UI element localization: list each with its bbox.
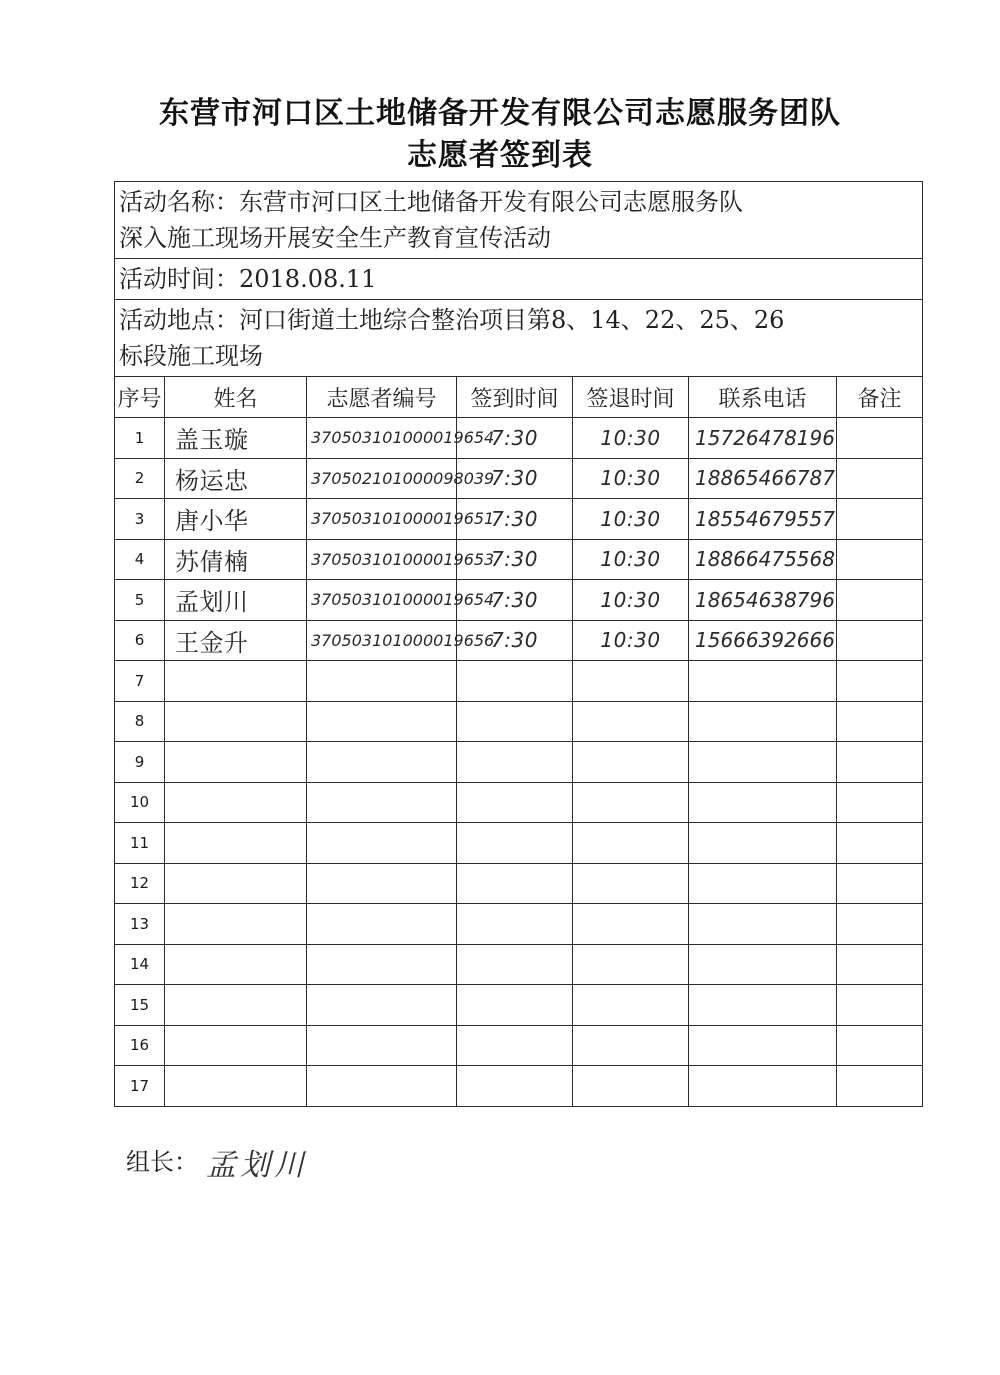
sign-in-time [457, 701, 573, 742]
row-number: 14 [115, 944, 165, 985]
sign-out-time: 10:30 [573, 418, 689, 459]
phone-number [689, 742, 837, 783]
sign-out-time: 10:30 [573, 580, 689, 621]
table-row [115, 985, 923, 1026]
note [837, 620, 923, 661]
sign-in-time [457, 742, 573, 783]
note [837, 458, 923, 499]
volunteer-id: 370503101000019656 [307, 620, 457, 661]
volunteer-id: 370502101000098039 [307, 458, 457, 499]
note [837, 661, 923, 702]
activity-time: 活动时间：2018.08.11 [115, 259, 923, 300]
table-row [115, 539, 923, 580]
volunteer-id [307, 701, 457, 742]
table-row [115, 823, 923, 864]
phone-number [689, 782, 837, 823]
table-row [115, 742, 923, 783]
header-phone: 联系电话 [689, 377, 837, 418]
note [837, 499, 923, 540]
sign-in-table [114, 181, 923, 1107]
phone-number [689, 661, 837, 702]
note [837, 418, 923, 459]
phone-number: 15666392666 [689, 620, 837, 661]
volunteer-id [307, 1066, 457, 1107]
row-number: 13 [115, 904, 165, 945]
activity-name [115, 182, 923, 259]
document-subtitle: 志愿者签到表 [407, 138, 593, 173]
volunteer-name [165, 823, 307, 864]
row-number: 6 [115, 620, 165, 661]
table-row [115, 499, 923, 540]
sign-in-time [457, 904, 573, 945]
volunteer-id: 370503101000019651 [307, 499, 457, 540]
table-row [115, 1066, 923, 1107]
header-note: 备注 [837, 377, 923, 418]
table-row [115, 904, 923, 945]
volunteer-id [307, 985, 457, 1026]
row-number: 8 [115, 701, 165, 742]
volunteer-name [165, 782, 307, 823]
sign-in-time: 7:30 [457, 539, 573, 580]
sign-out-time [573, 985, 689, 1026]
volunteer-name [165, 944, 307, 985]
volunteer-id [307, 742, 457, 783]
volunteer-name: 杨运忠 [165, 458, 307, 499]
activity-name-line1: 活动名称：东营市河口区土地储备开发有限公司志愿服务队 [119, 188, 743, 216]
phone-number: 15726478196 [689, 418, 837, 459]
sign-out-time [573, 823, 689, 864]
row-number: 15 [115, 985, 165, 1026]
volunteer-name: 苏倩楠 [165, 539, 307, 580]
note [837, 1025, 923, 1066]
table-row [115, 661, 923, 702]
sign-out-time [573, 701, 689, 742]
sign-in-time [457, 1066, 573, 1107]
volunteer-name [165, 1025, 307, 1066]
sign-in-time [457, 985, 573, 1026]
phone-number: 18554679557 [689, 499, 837, 540]
table-row [115, 418, 923, 459]
table-row [115, 782, 923, 823]
row-number: 3 [115, 499, 165, 540]
activity-name-line2: 深入施工现场开展安全生产教育宣传活动 [119, 224, 551, 252]
volunteer-name [165, 1066, 307, 1107]
phone-number [689, 944, 837, 985]
sign-in-time: 7:30 [457, 458, 573, 499]
sign-out-time [573, 782, 689, 823]
volunteer-name: 王金升 [165, 620, 307, 661]
table-row [115, 1025, 923, 1066]
activity-place-line1: 活动地点：河口街道土地综合整治项目第8、14、22、25、26 [119, 306, 785, 334]
sign-out-time [573, 1025, 689, 1066]
volunteer-name [165, 863, 307, 904]
sign-in-time: 7:30 [457, 580, 573, 621]
row-number: 9 [115, 742, 165, 783]
sign-in-time [457, 1025, 573, 1066]
leader-signature: 孟划川 [206, 1148, 308, 1183]
phone-number [689, 1066, 837, 1107]
sign-out-time [573, 1066, 689, 1107]
row-number: 17 [115, 1066, 165, 1107]
note [837, 904, 923, 945]
row-number: 12 [115, 863, 165, 904]
activity-place-line2: 标段施工现场 [119, 342, 263, 370]
row-number: 16 [115, 1025, 165, 1066]
volunteer-id: 370503101000019654 [307, 418, 457, 459]
note [837, 863, 923, 904]
row-number: 4 [115, 539, 165, 580]
sign-out-time: 10:30 [573, 539, 689, 580]
sign-out-time [573, 661, 689, 702]
volunteer-id [307, 863, 457, 904]
sign-in-time [457, 863, 573, 904]
phone-number [689, 904, 837, 945]
note [837, 701, 923, 742]
sign-out-time [573, 742, 689, 783]
phone-number: 18654638796 [689, 580, 837, 621]
sign-in-time: 7:30 [457, 499, 573, 540]
sign-in-time [457, 661, 573, 702]
volunteer-id [307, 1025, 457, 1066]
volunteer-name: 孟划川 [165, 580, 307, 621]
document-title: 东营市河口区土地储备开发有限公司志愿服务团队 [159, 96, 841, 131]
phone-number [689, 985, 837, 1026]
volunteer-id [307, 782, 457, 823]
row-number: 11 [115, 823, 165, 864]
table-row [115, 620, 923, 661]
sign-out-time [573, 863, 689, 904]
sign-out-time [573, 944, 689, 985]
note [837, 539, 923, 580]
volunteer-id [307, 661, 457, 702]
row-number: 7 [115, 661, 165, 702]
header-sign-out-time: 签退时间 [573, 377, 689, 418]
header-no: 序号 [115, 377, 165, 418]
table-row [115, 863, 923, 904]
row-number: 5 [115, 580, 165, 621]
leader-label: 组长： [126, 1148, 198, 1176]
table-row [115, 580, 923, 621]
volunteer-name [165, 742, 307, 783]
sign-out-time: 10:30 [573, 620, 689, 661]
row-number: 10 [115, 782, 165, 823]
phone-number [689, 1025, 837, 1066]
volunteer-name [165, 661, 307, 702]
note [837, 1066, 923, 1107]
volunteer-name [165, 701, 307, 742]
sign-in-time: 7:30 [457, 620, 573, 661]
volunteer-name [165, 904, 307, 945]
activity-place [115, 300, 923, 377]
header-volunteer-id: 志愿者编号 [307, 377, 457, 418]
header-sign-in-time: 签到时间 [457, 377, 573, 418]
header-name: 姓名 [165, 377, 307, 418]
row-number: 2 [115, 458, 165, 499]
phone-number [689, 863, 837, 904]
phone-number: 18865466787 [689, 458, 837, 499]
table-row [115, 944, 923, 985]
volunteer-name: 唐小华 [165, 499, 307, 540]
note [837, 782, 923, 823]
volunteer-id [307, 823, 457, 864]
table-header-row [115, 377, 923, 418]
note [837, 580, 923, 621]
volunteer-name: 盖玉璇 [165, 418, 307, 459]
sign-in-time [457, 944, 573, 985]
sign-out-time: 10:30 [573, 458, 689, 499]
volunteer-id: 370503101000019654 [307, 580, 457, 621]
note [837, 985, 923, 1026]
table-row [115, 458, 923, 499]
volunteer-id: 370503101000019653 [307, 539, 457, 580]
sign-out-time [573, 904, 689, 945]
volunteer-name [165, 985, 307, 1026]
table-row [115, 701, 923, 742]
volunteer-id [307, 904, 457, 945]
sign-in-time: 7:30 [457, 418, 573, 459]
row-number: 1 [115, 418, 165, 459]
sign-in-time [457, 782, 573, 823]
sign-out-time: 10:30 [573, 499, 689, 540]
phone-number [689, 823, 837, 864]
sign-in-time [457, 823, 573, 864]
phone-number [689, 701, 837, 742]
note [837, 823, 923, 864]
note [837, 742, 923, 783]
phone-number: 18866475568 [689, 539, 837, 580]
note [837, 944, 923, 985]
volunteer-id [307, 944, 457, 985]
